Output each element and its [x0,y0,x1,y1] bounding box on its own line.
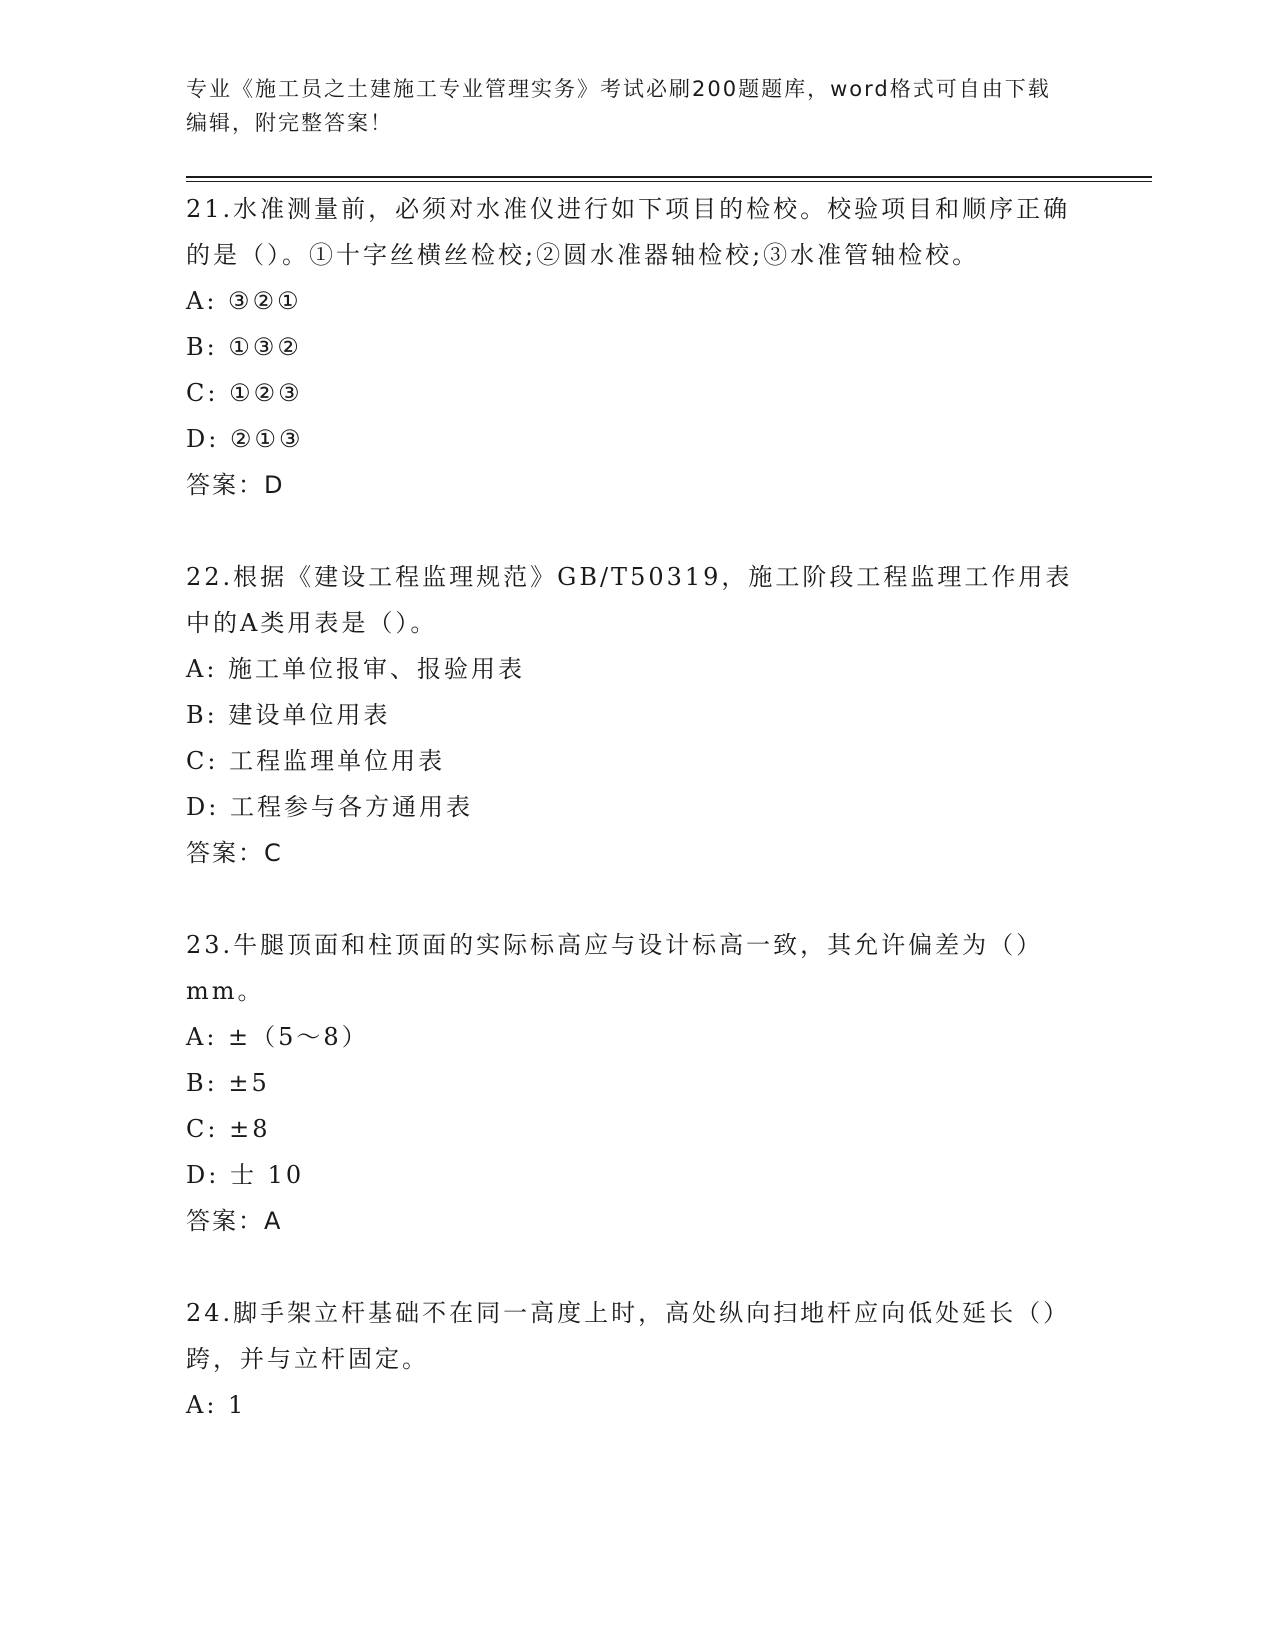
question-spacer [186,508,1076,554]
answer: 答案：D [186,471,285,499]
option-a: A: ③②① [186,287,302,315]
question-spacer [186,1244,1076,1290]
option-b: B: ①③② [186,333,302,361]
option-c: C: 工程监理单位用表 [186,747,446,775]
header-rule-thick [186,176,1152,178]
answer: 答案：A [186,1207,283,1235]
question-22 [186,554,1076,876]
option-a: A: 施工单位报审、报验用表 [186,655,526,683]
answer: 答案：C [186,839,283,867]
question-21 [186,186,1076,508]
question-24 [186,1290,1076,1428]
question-list [186,186,1076,1428]
question-stem: 23.牛腿顶面和柱顶面的实际标高应与设计标高一致，其允许偏差为（）mm。 [186,931,1044,1005]
option-c: C: ±8 [186,1115,271,1143]
question-stem: 22.根据《建设工程监理规范》GB/T50319，施工阶段工程监理工作用表中的A类用表是（）。 [186,563,1073,637]
document-header: 专业《施工员之土建施工专业管理实务》考试必刷200题题库，word格式可自由下载编辑，附完整答案！ [186,77,1051,135]
option-d: D: ②①③ [186,425,304,453]
question-stem: 21.水准测量前，必须对水准仪进行如下项目的检校。校验项目和顺序正确的是（）。①十字丝横丝检校;②圆水准器轴检校;③水准管轴检校。 [186,195,1071,269]
header-rule-thin [186,181,1152,182]
option-b: B: 建设单位用表 [186,701,391,729]
option-a: A: 1 [186,1391,247,1419]
option-c: C: ①②③ [186,379,303,407]
option-a: A: ±（5～8） [186,1023,369,1051]
option-d: D: 工程参与各方通用表 [186,793,473,821]
option-b: B: ±5 [186,1069,270,1097]
question-23 [186,922,1076,1244]
question-stem: 24.脚手架立杆基础不在同一高度上时，高处纵向扫地杆应向低处延长（）跨，并与立杆固定。 [186,1299,1071,1373]
option-d: D: 士 10 [186,1161,305,1189]
question-spacer [186,876,1076,922]
